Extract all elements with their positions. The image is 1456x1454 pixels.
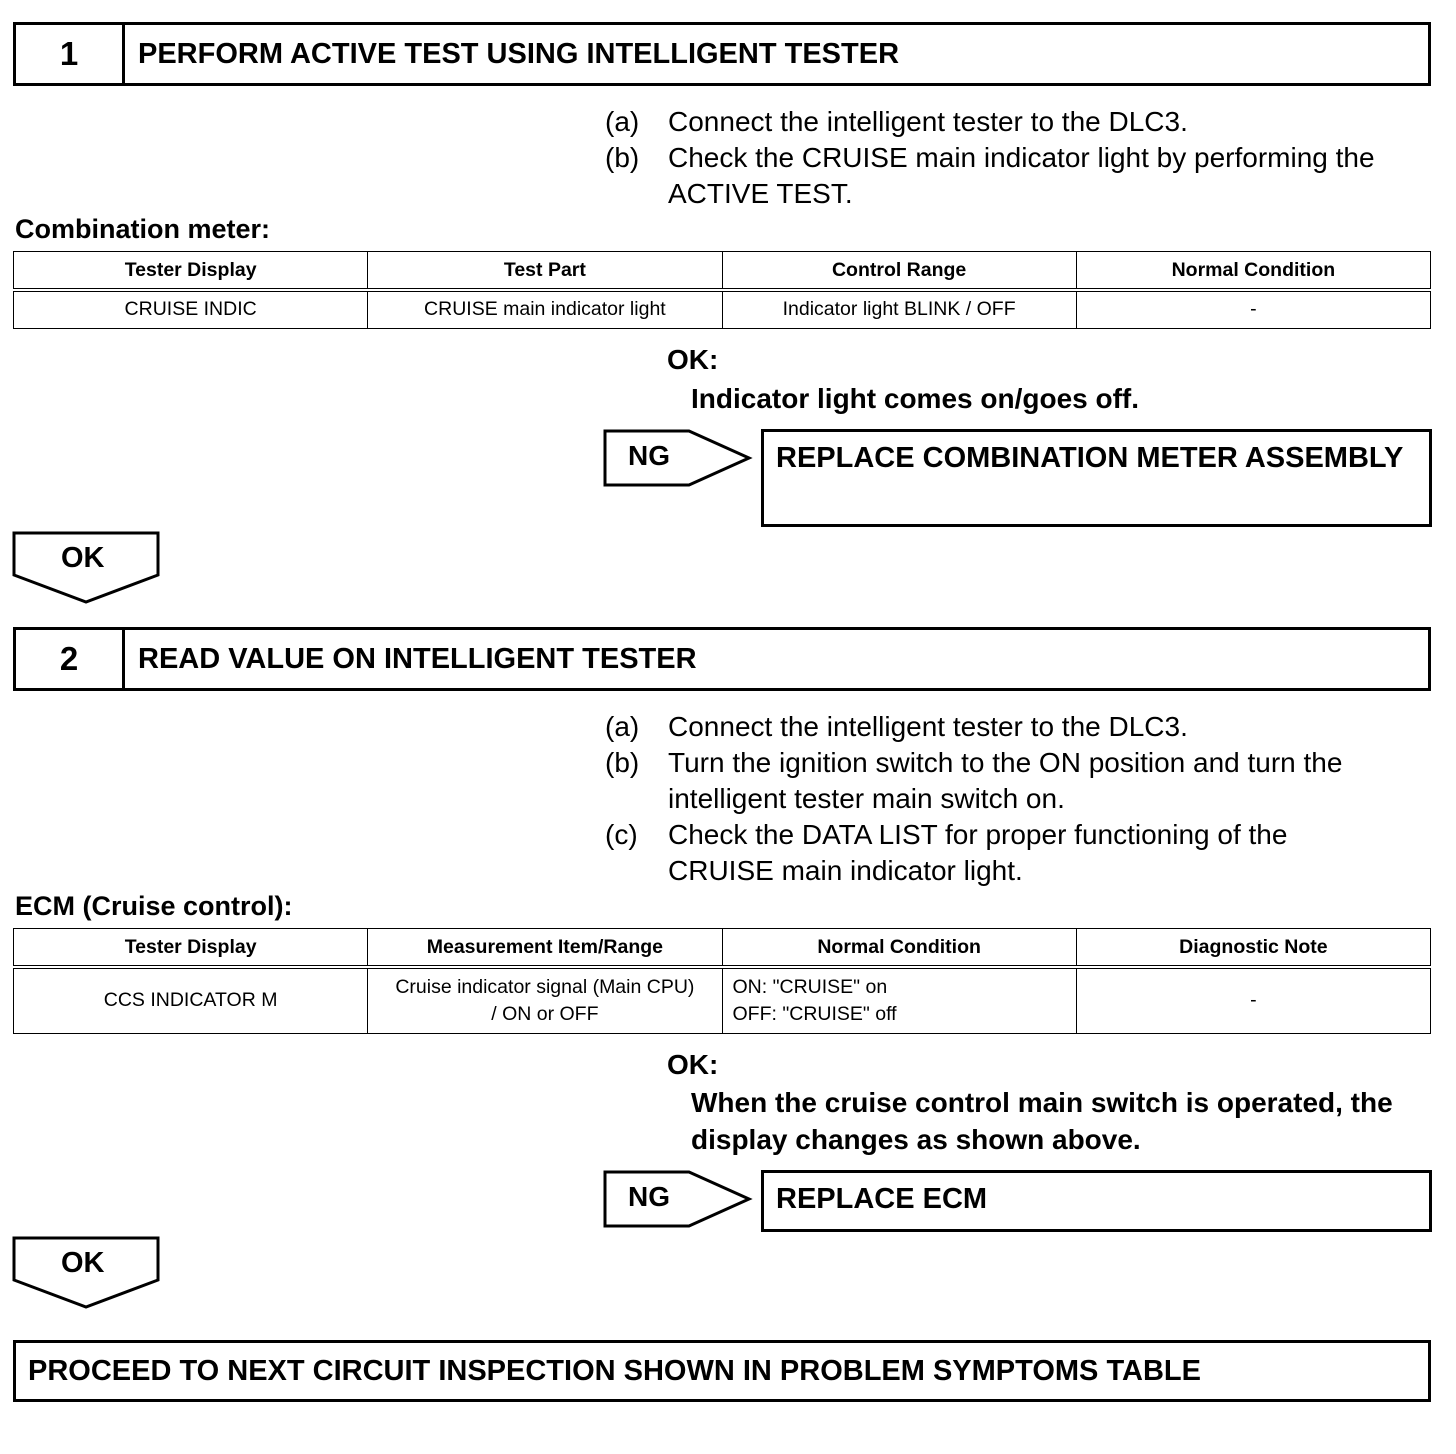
step-1-ng-label: NG <box>628 440 670 471</box>
table-cell <box>722 967 1076 1033</box>
column-header: Test Part <box>368 252 722 291</box>
ecm-table <box>13 928 1431 1034</box>
table-cell: CRUISE main indicator light <box>368 290 722 328</box>
step-2-title: READ VALUE ON INTELLIGENT TESTER <box>138 643 697 675</box>
step-2-ok-label: OK: <box>667 1049 719 1080</box>
step-1-instructions <box>605 104 1435 212</box>
step-2-ng-action: REPLACE ECM <box>761 1170 1432 1232</box>
step-2-header <box>13 627 1431 691</box>
instruction-item: (a) Connect the intelligent tester to the DLC3. <box>605 711 1188 742</box>
step-2-ok-arrow-label: OK <box>61 1247 105 1279</box>
step-1-ng-action: REPLACE COMBINATION METER ASSEMBLY <box>761 429 1432 527</box>
normal-condition-on: ON: "CRUISE" on <box>732 975 888 998</box>
column-header: Diagnostic Note <box>1076 929 1430 968</box>
step-2-instructions <box>605 709 1435 889</box>
column-header: Normal Condition <box>1076 252 1430 291</box>
step-1-header <box>13 22 1431 86</box>
step-1-number: 1 <box>16 25 125 83</box>
instruction-item: (b) Turn the ignition switch to the ON position and turn the intelligent tester main switch on. <box>605 747 1343 814</box>
step-2-ok-condition: When the cruise control main switch is operated, the display changes as shown above. <box>691 1087 1393 1155</box>
table-row <box>14 967 1431 1033</box>
table-cell: - <box>1076 290 1430 328</box>
step-1-ok-arrow-label: OK <box>61 542 105 574</box>
column-header: Control Range <box>722 252 1076 291</box>
column-header: Normal Condition <box>722 929 1076 968</box>
ng-arrow-icon <box>603 1170 753 1228</box>
instruction-item: (b) Check the CRUISE main indicator light by performing the ACTIVE TEST. <box>605 142 1375 209</box>
column-header: Tester Display <box>14 929 368 968</box>
ecm-heading: ECM (Cruise control): <box>15 891 293 921</box>
step-1-ok-condition: Indicator light comes on/goes off. <box>691 383 1140 414</box>
instruction-item: (c) Check the DATA LIST for proper functioning of the CRUISE main indicator light. <box>605 819 1288 886</box>
step-2-number: 2 <box>16 630 125 688</box>
table-cell: CRUISE INDIC <box>14 290 368 328</box>
table-cell: Indicator light BLINK / OFF <box>722 290 1076 328</box>
step-2-ng-label: NG <box>628 1181 670 1212</box>
column-header: Measurement Item/Range <box>368 929 722 968</box>
instruction-item: (a) Connect the intelligent tester to the DLC3. <box>605 106 1188 137</box>
ng-arrow-icon <box>603 429 753 487</box>
combination-meter-heading: Combination meter: <box>15 214 271 244</box>
table-cell: CCS INDICATOR M <box>14 967 368 1033</box>
table-header-row <box>14 252 1431 291</box>
normal-condition-off: OFF: "CRUISE" off <box>732 1002 897 1025</box>
step-1-ok-label: OK: <box>667 344 719 375</box>
final-action-box: PROCEED TO NEXT CIRCUIT INSPECTION SHOWN IN PROBLEM SYMPTOMS TABLE <box>13 1340 1431 1402</box>
table-header-row <box>14 929 1431 968</box>
table-cell: Cruise indicator signal (Main CPU) / ON or OFF <box>368 967 722 1033</box>
table-cell: - <box>1076 967 1430 1033</box>
combination-meter-table <box>13 251 1431 329</box>
table-row <box>14 290 1431 328</box>
step-1-title: PERFORM ACTIVE TEST USING INTELLIGENT TESTER <box>138 38 900 70</box>
column-header: Tester Display <box>14 252 368 291</box>
